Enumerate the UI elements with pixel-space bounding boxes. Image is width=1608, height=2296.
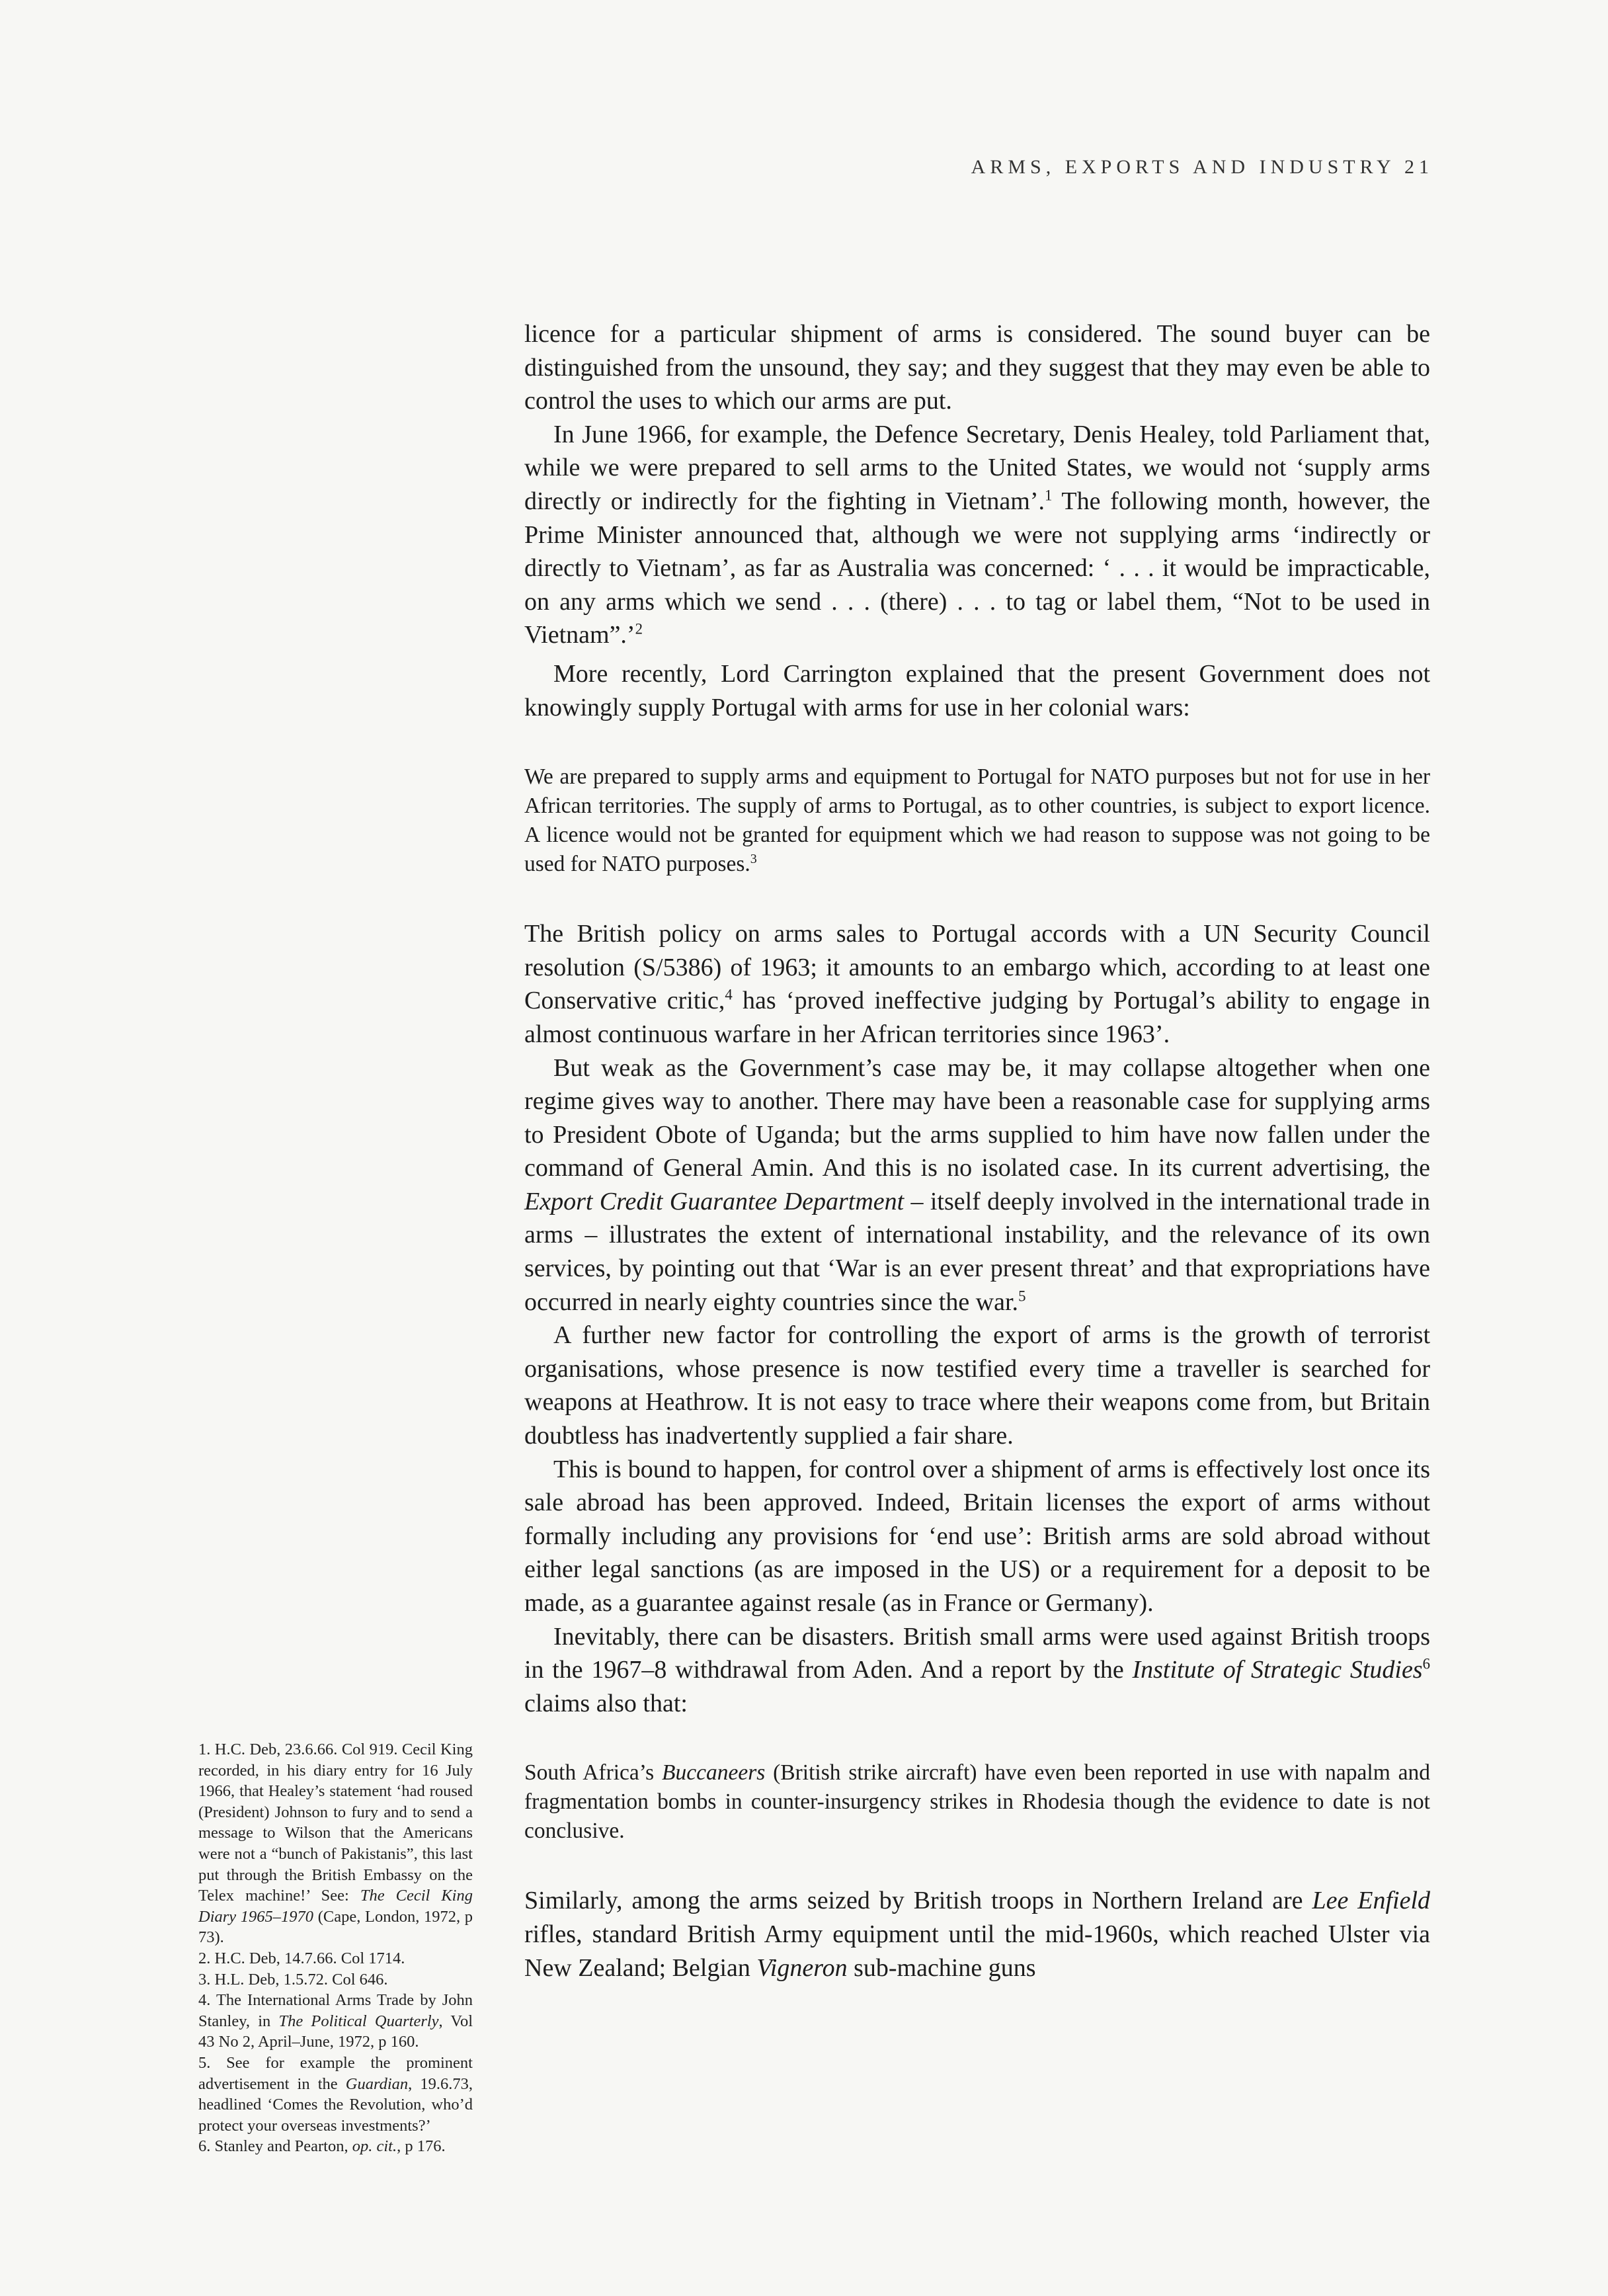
paragraph-1	[524, 317, 1430, 418]
italic-ecgd: Export Credit Guarantee Department	[524, 1187, 904, 1215]
paragraph-4-text-a: The British policy on arms sales to Portugal accords with a UN Security Council resolution (S/5386) of 1963; it amounts to an embargo which, according to at least one Conservative critic,	[524, 920, 1430, 1015]
italic-buccaneers: Buccaneers	[662, 1760, 766, 1785]
footnote-1	[198, 1739, 473, 1948]
italic-political-quarterly: The Political Quarterly	[278, 2012, 439, 2030]
block-quote-2-text-a: South Africa’s	[524, 1760, 662, 1785]
paragraph-9-text-c: sub-machine guns	[847, 1953, 1036, 1982]
block-quote-carrington	[524, 762, 1430, 879]
italic-guardian: Guardian	[345, 2074, 409, 2093]
italic-op-cit: op. cit.	[352, 2137, 397, 2156]
footnote-ref-6: 6	[1422, 1655, 1431, 1672]
footnote-6-text-b: , p 176.	[397, 2137, 446, 2156]
footnote-1-text-a: 1. H.C. Deb, 23.6.66. Col 919. Cecil King recorded, in his diary entry for 16 July 1966, that Healey’s statement ‘had roused (President) Johnson to fury and to send a message to Wilson that the Americans were not a “bunch of Pakistanis”, this last put through the British Embassy on the Telex machine!’ See:	[198, 1741, 473, 1905]
footnote-3: 3. H.L. Deb, 1.5.72. Col 646.	[198, 1970, 388, 1988]
footnote-4-text-a: 4. The International Arms Trade by John Stanley, in	[198, 1991, 473, 2030]
footnote-ref-4: 4	[725, 986, 733, 1003]
main-text	[524, 317, 1430, 1985]
paragraph-1-text: licence for a particular shipment of arms is considered. The sound buyer can be distinguished from the unsound, they say; and they suggest that they may even be able to control the uses to which our arms are put.	[524, 320, 1430, 415]
paragraph-6-text: A further new factor for controlling the export of arms is the growth of terrorist organisations, whose presence is now testified every time a traveller is searched for weapons at Heathrow. It is not easy to trace where their weapons come from, but Britain doubtless has inadvertently supplied a fair share.	[524, 1321, 1430, 1450]
footnote-5-text-a: 5. See for example the prominent advertisement in the	[198, 2053, 473, 2093]
italic-lee-enfield: Lee Enfield	[1312, 1887, 1430, 1915]
footnote-4	[198, 1990, 473, 2053]
block-quote-2-text-b: (British strike aircraft) have even been reported in use with napalm and fragmentation bombs in counter-insurgency strikes in Rhodesia though the evidence to date is not conclusive.	[524, 1760, 1431, 1844]
paragraph-3-text: More recently, Lord Carrington explained that the present Government does not knowingly supply Portugal with arms for use in her colonial wars:	[524, 659, 1430, 721]
footnote-2: 2. H.C. Deb, 14.7.66. Col 1714.	[198, 1949, 405, 1967]
paragraph-2	[524, 418, 1430, 652]
footnote-4-text-b: , Vol 43 No 2, April–June, 1972, p 160.	[198, 2012, 473, 2051]
paragraph-9-text-b: rifles, standard British Army equipment until the mid-1960s, which reached Ulster via New Zealand; Belgian	[524, 1920, 1430, 1982]
running-head: ARMS, EXPORTS AND INDUSTRY 21	[971, 156, 1433, 178]
italic-iss: Institute of Strategic Studies	[1132, 1656, 1423, 1684]
footnotes	[198, 1739, 473, 2157]
paragraph-4-text-b: has ‘proved ineffective judging by Portugal’s ability to engage in almost continuous warfare in her African territories since 1963’.	[524, 987, 1430, 1048]
footnote-ref-2: 2	[635, 620, 643, 637]
paragraph-7	[524, 1453, 1430, 1620]
footnote-ref-1: 1	[1045, 487, 1053, 504]
block-quote-iss	[524, 1758, 1430, 1846]
paragraph-2-text-a: In June 1966, for example, the Defence Secretary, Denis Healey, told Parliament that, while we were prepared to sell arms to the United States, we would not ‘supply arms directly or indirectly for the fighting in Vietnam’.	[524, 420, 1430, 515]
paragraph-9	[524, 1884, 1430, 1985]
italic-vigneron: Vigneron	[756, 1953, 848, 1982]
footnote-5-text-b: , 19.6.73, headlined ‘Comes the Revolution, who’d protect your overseas investments?’	[198, 2074, 473, 2135]
footnote-1-text-b: (Cape, London, 1972, p 73).	[198, 1907, 473, 1947]
paragraph-9-text-a: Similarly, among the arms seized by British troops in Northern Ireland are	[524, 1887, 1312, 1915]
paragraph-7-text: This is bound to happen, for control over a shipment of arms is effectively lost once its sale abroad has been approved. Indeed, Britain licenses the export of arms without formally including any provisions for ‘end use’: British arms are sold abroad without either legal sanctions (as are imposed in the US) or a requirement for a deposit to be made, as a guarantee against resale (as in France or Germany).	[524, 1455, 1430, 1617]
italic-cecil-king-diary: The Cecil King Diary 1965–1970	[198, 1887, 473, 1926]
paragraph-8-text-b: claims also that:	[524, 1689, 688, 1717]
paragraph-5-text-b: – itself deeply involved in the international trade in arms – illustrates the extent of international instability, and the relevance of its own services, by pointing out that ‘War is an ever present threat’ and that expropriations have occurred in nearly eighty countries since the war.	[524, 1187, 1430, 1316]
footnote-ref-3: 3	[750, 851, 757, 866]
paragraph-6	[524, 1319, 1430, 1452]
footnote-6-text-a: 6. Stanley and Pearton,	[198, 2137, 352, 2156]
footnote-5	[198, 2053, 473, 2136]
paragraph-8	[524, 1620, 1430, 1721]
paragraph-3	[524, 657, 1430, 724]
paragraph-2-text-b: The following month, however, the Prime Minister announced that, although we were not supplying arms ‘indirectly or directly to Vietnam’, as far as Australia was concerned: ‘ . . . it would be impracticable, on any arms which we send . . . (there) . . . to tag or label them, “Not to be used in Vietnam”.’	[524, 487, 1430, 649]
paragraph-5-text-a: But weak as the Government’s case may be, it may collapse altogether when one regime gives way to another. There may have been a reasonable case for supplying arms to President Obote of Uganda; but the arms supplied to him have now fallen under the command of General Amin. And this is no isolated case. In its current advertising, the	[524, 1053, 1430, 1182]
paragraph-5	[524, 1051, 1430, 1319]
paragraph-4	[524, 917, 1430, 1051]
paragraph-8-text-a: Inevitably, there can be disasters. British small arms were used against British troops in the 1967–8 withdrawal from Aden. And a report by the	[524, 1622, 1430, 1684]
footnote-ref-5: 5	[1018, 1288, 1026, 1304]
footnote-6	[198, 2136, 473, 2157]
block-quote-1-text: We are prepared to supply arms and equipment to Portugal for NATO purposes but not for use in her African territories. The supply of arms to Portugal, as to other countries, is subject to export licence. A licence would not be granted for equipment which we had reason to suppose was not going to be used for NATO purposes.	[524, 764, 1430, 877]
